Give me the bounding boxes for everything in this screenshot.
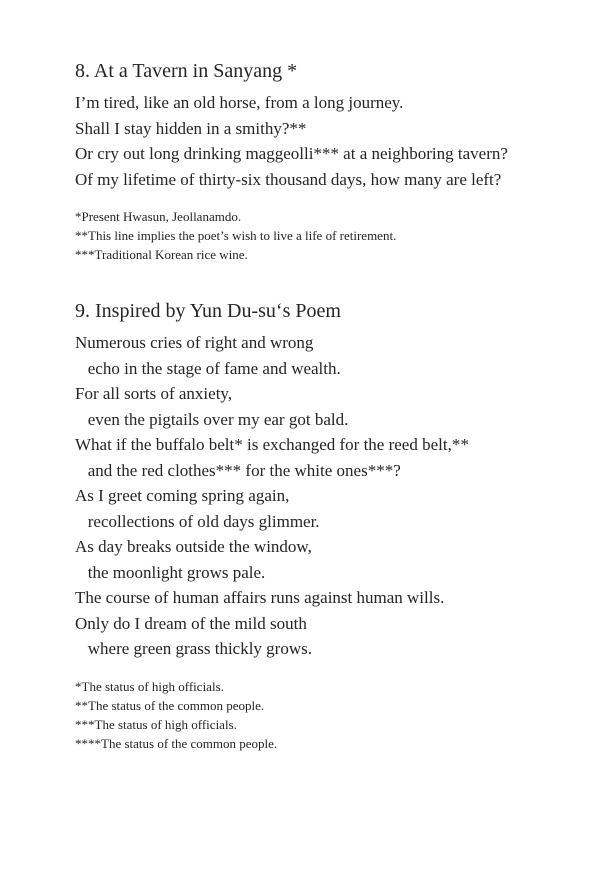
poem-line: the moonlight grows pale.	[75, 562, 266, 582]
footnote-line: *Present Hwasun, Jeollanamdo.	[75, 209, 242, 224]
poem-line: I’m tired, like an old horse, from a long journey.	[75, 93, 404, 112]
poem-section-9	[75, 298, 555, 753]
poem-body	[75, 330, 555, 662]
poem-line: As I greet coming spring again,	[75, 486, 290, 505]
footnote-line: **The status of the common people.	[75, 697, 265, 713]
poem-title: 8. At a Tavern in Sanyang *	[75, 60, 298, 82]
poem-section-8	[75, 58, 555, 264]
footnote-line: ***The status of high officials.	[75, 716, 237, 732]
footnote-line: **This line implies the poet’s wish to live a life of retirement.	[75, 228, 397, 243]
poem-line: and the red clothes*** for the white ones***?	[75, 460, 401, 480]
poem-line: As day breaks outside the window,	[75, 537, 312, 556]
poem-line: echo in the stage of fame and wealth.	[75, 358, 341, 378]
poem-line: Numerous cries of right and wrong	[75, 333, 314, 352]
poem-line: Only do I dream of the mild south	[75, 613, 307, 633]
poem-line: What if the buffalo belt* is exchanged for the reed belt,**	[75, 435, 469, 454]
poem-line: recollections of old days glimmer.	[75, 511, 320, 531]
poem-line: The course of human affairs runs against human wills.	[75, 588, 445, 607]
poem-line: Shall I stay hidden in a smithy?**	[75, 118, 307, 138]
poem-body	[75, 90, 555, 192]
footnote-line: ****The status of the common people.	[75, 735, 278, 751]
footnotes-block	[75, 207, 555, 264]
poem-line: Or cry out long drinking maggeolli*** at a neighboring tavern?	[75, 144, 508, 163]
poem-title: 9. Inspired by Yun Du-su‘s Poem	[75, 300, 341, 322]
poem-line: Of my lifetime of thirty-six thousand days, how many are left?	[75, 169, 502, 189]
footnotes-block	[75, 677, 555, 753]
footnote-line: *The status of high officials.	[75, 678, 224, 694]
poem-line: For all sorts of anxiety,	[75, 384, 233, 403]
poem-line: even the pigtails over my ear got bald.	[75, 409, 349, 429]
footnote-line: ***Traditional Korean rice wine.	[75, 247, 248, 262]
poem-line: where green grass thickly grows.	[75, 639, 312, 658]
